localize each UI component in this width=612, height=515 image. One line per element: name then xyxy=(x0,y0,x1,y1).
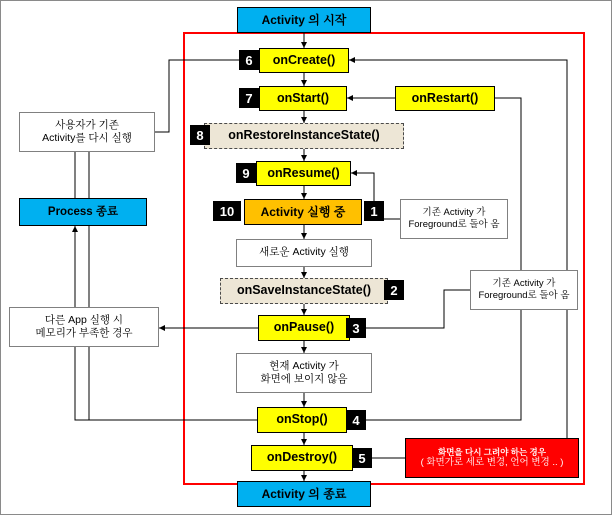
node-process-end xyxy=(19,198,147,226)
node-onstop xyxy=(257,407,347,433)
node-activity-not-visible xyxy=(236,353,372,393)
node-new-activity-label: 새로운 Activity 실행 xyxy=(259,246,349,259)
node-foreground-return-top-line2: Foreground로 돌아 옴 xyxy=(408,219,500,230)
node-onstop-label: onStop() xyxy=(276,412,328,427)
node-low-memory-line1: 다른 App 실행 시 xyxy=(44,313,124,326)
node-oncreate xyxy=(259,48,349,73)
node-user-relaunch xyxy=(19,112,155,152)
node-activity-start xyxy=(237,7,371,33)
node-onrestart-label: onRestart() xyxy=(411,90,479,105)
node-redraw-required-line2: ( 화면가로 세로 변경, 언어 변경 .. ) xyxy=(420,457,564,469)
node-new-activity xyxy=(236,239,372,267)
badge-onstop: 4 xyxy=(346,410,366,430)
badge-onpause: 3 xyxy=(346,318,366,338)
node-foreground-return-bottom-line1: 기존 Activity 가 xyxy=(492,278,556,290)
node-redraw-required xyxy=(405,438,579,478)
badge-onstart: 7 xyxy=(239,88,259,108)
badge-activity-running-left: 10 xyxy=(213,201,241,221)
node-onresume-label: onResume() xyxy=(267,165,340,180)
badge-onrestoreinstancestate: 8 xyxy=(190,125,210,145)
node-user-relaunch-line2: Activity를 다시 실행 xyxy=(42,132,132,144)
node-onstart xyxy=(259,86,347,111)
node-foreground-return-top xyxy=(400,199,508,239)
node-foreground-return-bottom xyxy=(470,270,578,310)
badge-onsaveinstancestate: 2 xyxy=(384,280,404,300)
node-onsaveinstancestate xyxy=(220,278,388,304)
node-activity-end-label: Activity 의 종료 xyxy=(261,486,347,501)
node-onrestart xyxy=(395,86,495,111)
badge-ondestroy: 5 xyxy=(352,448,372,468)
node-onstart-label: onStart() xyxy=(276,90,330,105)
node-activity-end xyxy=(237,481,371,507)
badge-onresume: 9 xyxy=(236,163,256,183)
node-activity-start-label: Activity 의 시작 xyxy=(261,12,347,27)
node-onrestoreinstancestate-label: onRestoreInstanceState() xyxy=(228,128,380,143)
node-process-end-label: Process 종료 xyxy=(47,205,119,218)
node-onresume xyxy=(256,161,351,186)
node-oncreate-label: onCreate() xyxy=(272,52,336,67)
node-activity-not-visible-line1: 현재 Activity 가 xyxy=(269,359,339,372)
node-foreground-return-top-line1: 기존 Activity 가 xyxy=(422,207,486,219)
node-user-relaunch-line1: 사용자가 기존 xyxy=(55,118,119,131)
node-foreground-return-bottom-line2: Foreground로 돌아 옴 xyxy=(478,290,570,301)
node-redraw-required-line1: 화면을 다시 그려야 하는 경우 xyxy=(438,446,546,457)
node-onpause-label: onPause() xyxy=(273,320,335,335)
node-activity-running-label: Activity 실행 중 xyxy=(260,204,346,219)
node-low-memory-line2: 메모리가 부족한 경우 xyxy=(35,327,133,339)
node-ondestroy xyxy=(251,445,353,471)
node-onrestoreinstancestate xyxy=(204,123,404,149)
node-onsaveinstancestate-label: onSaveInstanceState() xyxy=(236,283,372,298)
node-low-memory xyxy=(9,307,159,347)
node-activity-not-visible-line2: 화면에 보이지 않음 xyxy=(260,373,348,385)
node-onpause xyxy=(258,315,350,341)
node-ondestroy-label: onDestroy() xyxy=(266,450,338,465)
badge-oncreate: 6 xyxy=(239,50,259,70)
badge-activity-running-right: 1 xyxy=(364,201,384,221)
node-activity-running xyxy=(244,199,362,225)
